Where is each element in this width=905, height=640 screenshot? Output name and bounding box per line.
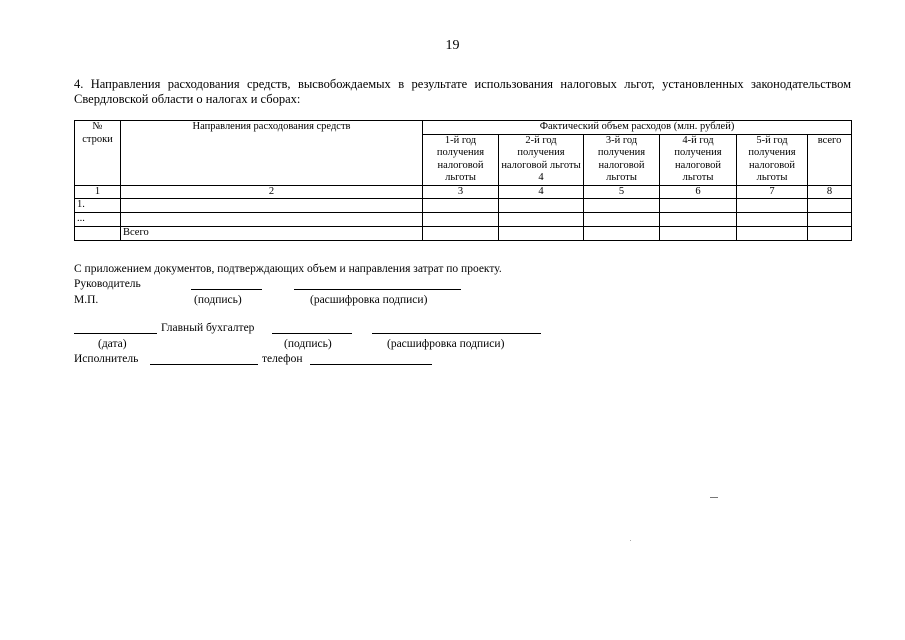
header-year-5: 5-й год получения налоговой льготы <box>737 134 808 185</box>
cell <box>423 213 499 227</box>
row-number: 1. <box>75 199 121 213</box>
column-number: 6 <box>660 185 737 199</box>
cell <box>499 199 584 213</box>
phone-line <box>310 364 432 365</box>
phone-label: телефон <box>262 353 303 365</box>
cell <box>584 213 660 227</box>
accountant-signature-line <box>272 333 352 334</box>
header-year-3: 3-й год получения налоговой льготы <box>584 134 660 185</box>
cell <box>584 227 660 241</box>
header-year-2: 2-й год получения налоговой льготы 4 <box>499 134 584 185</box>
column-number-row <box>75 185 852 199</box>
column-number: 7 <box>737 185 808 199</box>
cell <box>737 199 808 213</box>
decoding-caption: (расшифровка подписи) <box>310 294 428 306</box>
attachments-note: С приложением документов, подтверждающих объем и направления затрат по проекту. <box>74 263 502 275</box>
column-number: 5 <box>584 185 660 199</box>
page-number: 19 <box>445 38 460 53</box>
cell <box>660 213 737 227</box>
cell <box>737 227 808 241</box>
executor-label: Исполнитель <box>74 353 139 365</box>
row-direction <box>121 199 423 213</box>
head-label: Руководитель <box>74 278 141 290</box>
header-direction: Направления расходования средств <box>121 121 423 186</box>
cell <box>423 227 499 241</box>
table-row <box>75 199 852 213</box>
cell <box>808 213 852 227</box>
row-direction: Всего <box>121 227 423 241</box>
header-actual-expenses: Фактический объем расходов (млн. рублей) <box>423 121 852 135</box>
head-signature-line <box>191 289 262 290</box>
header-year-1: 1-й год получения налоговой льготы <box>423 134 499 185</box>
scan-speck <box>710 497 718 498</box>
cell <box>808 199 852 213</box>
cell <box>660 227 737 241</box>
section-intro: 4. Направления расходования средств, высвобождаемых в результате использования налоговых льгот, установленных законодательством Свердловской области о налогах и сборах: <box>74 77 851 106</box>
column-number: 1 <box>75 185 121 199</box>
column-number: 3 <box>423 185 499 199</box>
stamp-label: М.П. <box>74 294 99 306</box>
cell <box>584 199 660 213</box>
cell <box>423 199 499 213</box>
signature-caption-2: (подпись) <box>284 338 332 350</box>
date-line <box>74 333 157 334</box>
row-number <box>75 227 121 241</box>
cell <box>499 213 584 227</box>
column-number: 4 <box>499 185 584 199</box>
row-number: ... <box>75 213 121 227</box>
accountant-decoding-line <box>372 333 541 334</box>
table-row-total <box>75 227 852 241</box>
executor-line <box>150 364 258 365</box>
table-row <box>75 213 852 227</box>
date-caption: (дата) <box>98 338 127 350</box>
decoding-caption-2: (расшифровка подписи) <box>387 338 505 350</box>
chief-accountant-label: Главный бухгалтер <box>161 322 255 334</box>
scan-speck <box>630 540 631 541</box>
cell <box>737 213 808 227</box>
row-direction <box>121 213 423 227</box>
column-number: 2 <box>121 185 423 199</box>
cell <box>808 227 852 241</box>
signature-caption: (подпись) <box>194 294 242 306</box>
header-total: всего <box>808 134 852 185</box>
expenditure-table <box>74 120 852 241</box>
column-number: 8 <box>808 185 852 199</box>
header-year-4: 4-й год получения налоговой льготы <box>660 134 737 185</box>
cell <box>660 199 737 213</box>
header-row-number: № строки <box>75 121 121 186</box>
head-decoding-line <box>294 289 461 290</box>
cell <box>499 227 584 241</box>
